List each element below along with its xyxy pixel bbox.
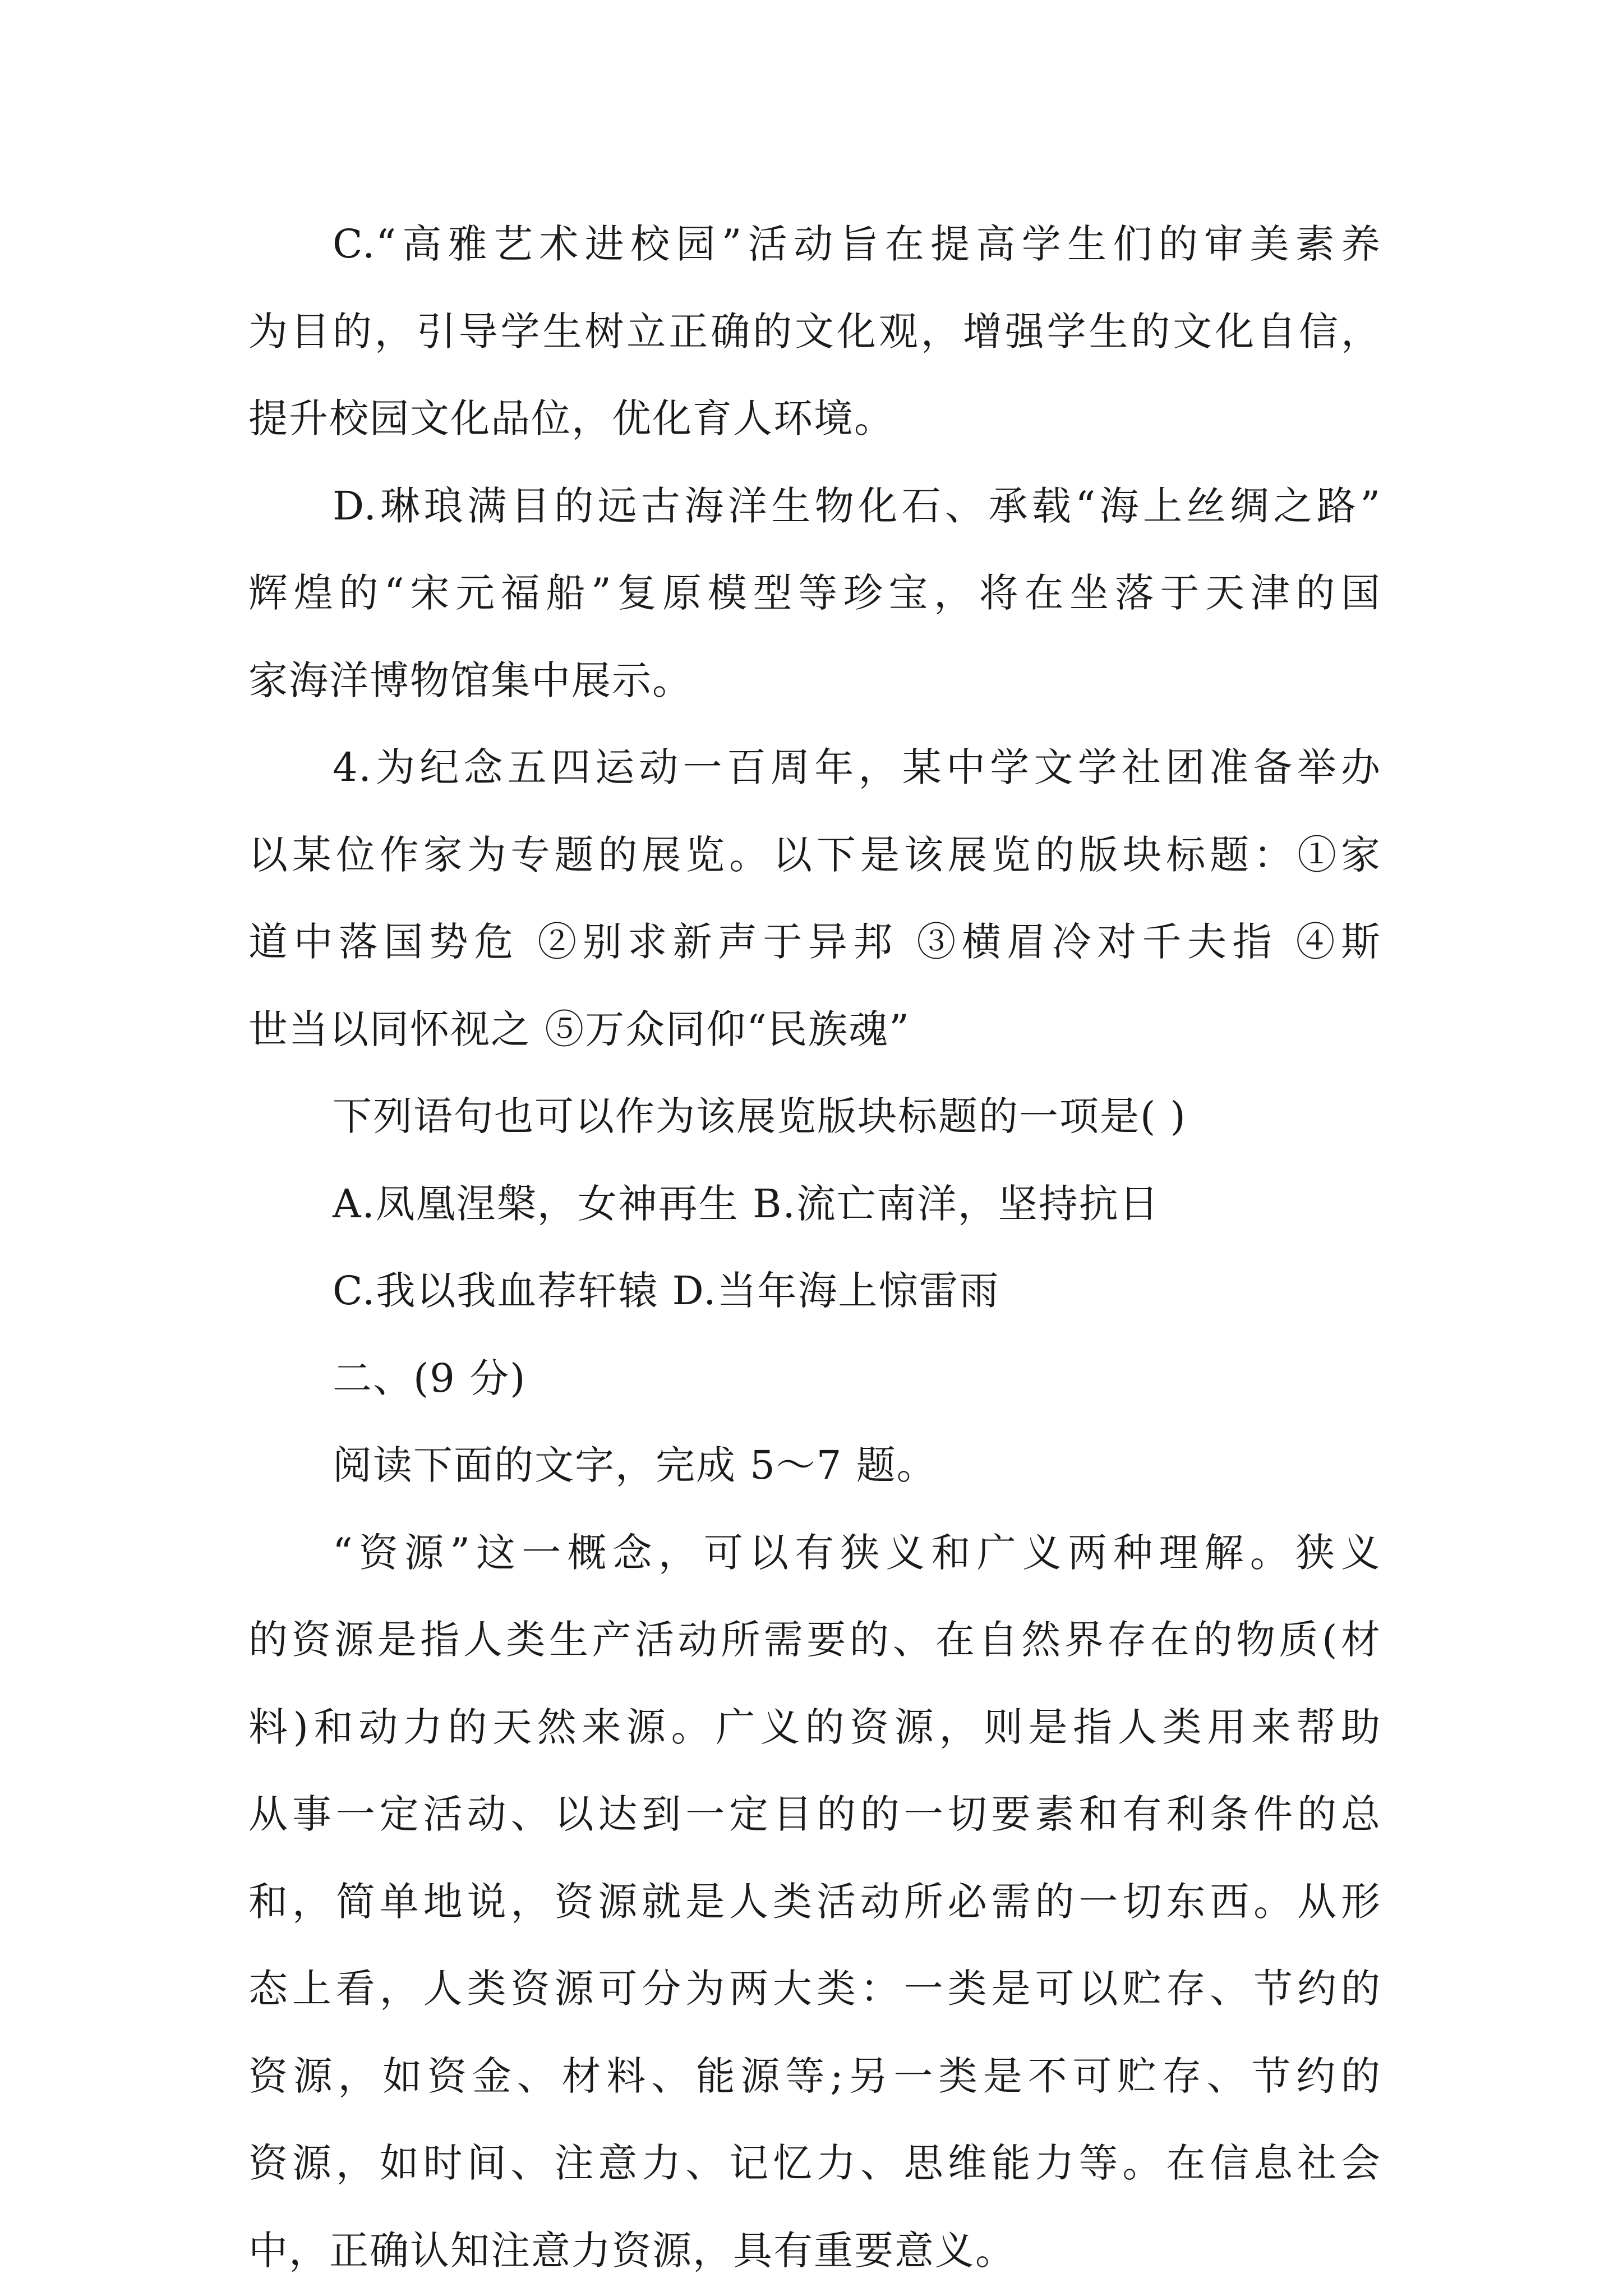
text-line: 辉煌的“宋元福船”复原模型等珍宝，将在坐落于天津的国 (248, 570, 1381, 616)
text-line: 道中落国势危 ②别求新声于异邦 ③横眉冷对千夫指 ④斯 (248, 919, 1381, 965)
text-line: 以某位作家为专题的展览。以下是该展览的版块标题：①家 (248, 831, 1381, 878)
text-line: 料)和动力的天然来源。广义的资源，则是指人类用来帮助 (248, 1704, 1381, 1750)
document-body (248, 201, 1381, 2294)
text-line: 提升校园文化品位，优化育人环境。 (248, 395, 895, 441)
text-line: A.凤凰涅槃，女神再生 B.流亡南洋，坚持抗日 (333, 1180, 1160, 1227)
text-line: “资源”这一概念，可以有狭义和广义两种理解。狭义 (333, 1529, 1381, 1576)
text-line: 从事一定活动、以达到一定目的的一切要素和有利条件的总 (248, 1791, 1381, 1837)
text-line: 资源，如时间、注意力、记忆力、思维能力等。在信息社会 (248, 2140, 1381, 2186)
text-line: 4.为纪念五四运动一百周年，某中学文学社团准备举办 (333, 744, 1381, 790)
text-line: 世当以同怀视之 ⑤万众同仰“民族魂” (248, 1006, 910, 1052)
text-line: 的资源是指人类生产活动所需要的、在自然界存在的物质(材 (248, 1617, 1381, 1663)
text-line: 下列语句也可以作为该展览版块标题的一项是( ) (333, 1093, 1187, 1139)
text-line: 和，简单地说，资源就是人类活动所必需的一切东西。从形 (248, 1878, 1381, 1925)
text-line: 家海洋博物馆集中展示。 (248, 657, 693, 703)
text-line: 为目的，引导学生树立正确的文化观，增强学生的文化自信， (248, 308, 1381, 355)
text-line: 资源，如资金、材料、能源等;另一类是不可贮存、节约的 (248, 2053, 1381, 2099)
text-line: 二、(9 分) (333, 1355, 527, 1401)
text-line: D.琳琅满目的远古海洋生物化石、承载“海上丝绸之路” (333, 482, 1381, 529)
text-line: C.我以我血荐轩辕 D.当年海上惊雷雨 (333, 1268, 1000, 1314)
text-line: 阅读下面的文字，完成 5～7 题。 (333, 1442, 937, 1488)
text-line: 中，正确认知注意力资源，具有重要意义。 (248, 2227, 1016, 2274)
text-line: 态上看，人类资源可分为两大类：一类是可以贮存、节约的 (248, 1966, 1381, 2012)
text-line: C.“高雅艺术进校园”活动旨在提高学生们的审美素养 (333, 221, 1381, 267)
